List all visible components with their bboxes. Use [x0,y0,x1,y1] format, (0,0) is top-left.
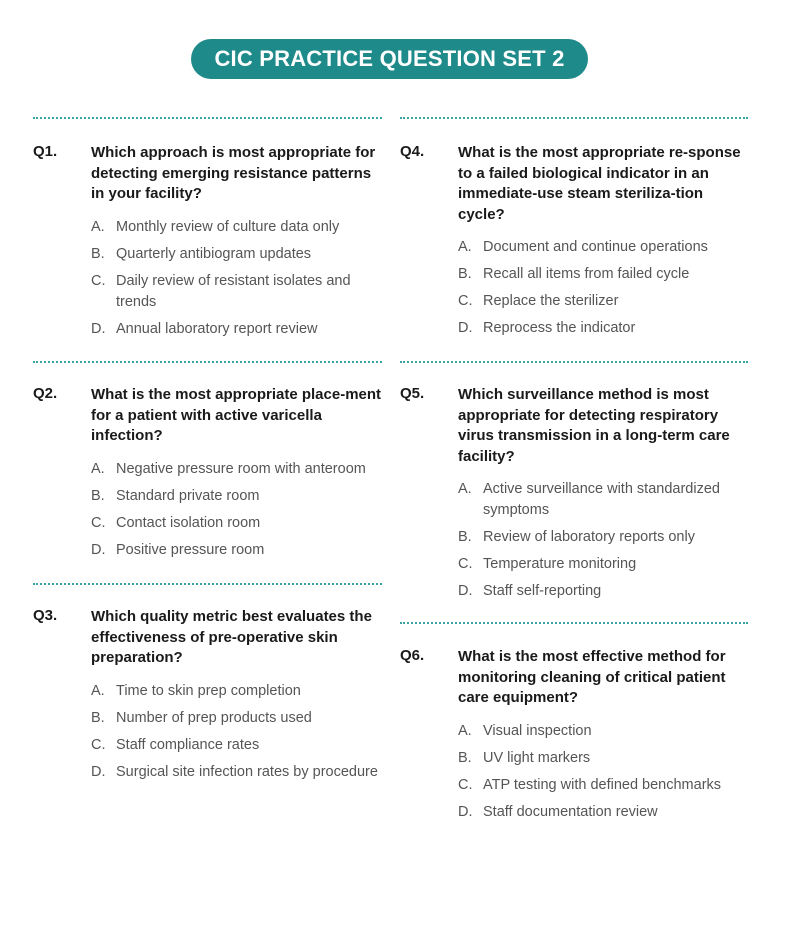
question-text: Which surveillance method is most appropriate for detecting respiratory virus transmission in a long-term care facility? [458,386,730,465]
question-text: What is the most appropriate re-sponse to a failed biological indicator in an immediate-use steam steriliza-tion cycle? [458,144,741,223]
divider [33,361,382,363]
option-b[interactable]: B. Review of laboratory reports only [458,529,695,545]
option-a[interactable]: A. Visual inspection [458,722,592,739]
option-c[interactable]: C. Contact isolation room [91,514,261,531]
options-list [458,721,750,823]
option-a[interactable]: A. Monthly review of culture data only [91,218,340,235]
option-d[interactable]: D. Reprocess the indicator [458,320,636,336]
option-b[interactable]: B. Standard private room [91,487,260,504]
divider [400,622,748,624]
divider [400,117,748,119]
option-c[interactable]: C. Replace the sterilizer [458,293,619,309]
option-b[interactable]: B. Quarterly antibiogram updates [91,245,312,262]
question-5 [400,385,750,608]
question-6 [400,647,750,829]
options-list [458,479,750,602]
divider [400,361,748,363]
option-a[interactable]: A. Document and continue operations [458,239,708,255]
question-number: Q1. [33,143,58,160]
question-text: What is the most appropriate place-ment for a patient with active varicella infection? [91,386,382,444]
option-a[interactable]: A. Active surveillance with standardized symptoms [458,481,720,518]
page-title: CIC PRACTICE QUESTION SET 2 [191,39,588,79]
options-list [91,459,388,561]
question-1 [33,143,388,346]
option-b[interactable]: B. Number of prep products used [91,709,312,726]
question-text: What is the most effective method for monitoring cleaning of critical patient care equipment? [458,648,726,706]
options-list [91,681,388,783]
question-number: Q6. [400,647,425,664]
question-number: Q4. [400,143,425,160]
question-3 [33,607,388,789]
option-d[interactable]: D. Staff self-reporting [458,583,602,599]
option-b[interactable]: B. Recall all items from failed cycle [458,266,690,282]
option-c[interactable]: C. Staff compliance rates [91,736,260,753]
question-2 [33,385,388,567]
option-d[interactable]: D. Positive pressure room [91,541,265,558]
question-4 [400,143,750,345]
question-text: Which approach is most appropriate for detecting emerging resistance patterns in your facility? [91,144,376,202]
question-number: Q5. [400,385,425,402]
question-text: Which quality metric best evaluates the effectiveness of pre-operative skin preparation? [91,608,372,666]
divider [33,117,382,119]
option-a[interactable]: A. Time to skin prep completion [91,682,301,699]
option-d[interactable]: D. Annual laboratory report review [91,320,318,337]
question-number: Q3. [33,607,58,624]
options-list [91,217,388,340]
option-b[interactable]: B. UV light markers [458,749,591,766]
option-a[interactable]: A. Negative pressure room with anteroom [91,460,366,477]
divider [33,583,382,585]
option-c[interactable]: C. Temperature monitoring [458,556,637,572]
options-list [458,237,750,339]
option-c[interactable]: C. Daily review of resistant isolates and trends [91,272,351,310]
question-number: Q2. [33,385,58,402]
option-d[interactable]: D. Surgical site infection rates by procedure [91,763,378,780]
option-d[interactable]: D. Staff documentation review [458,803,658,820]
option-c[interactable]: C. ATP testing with defined benchmarks [458,776,722,793]
